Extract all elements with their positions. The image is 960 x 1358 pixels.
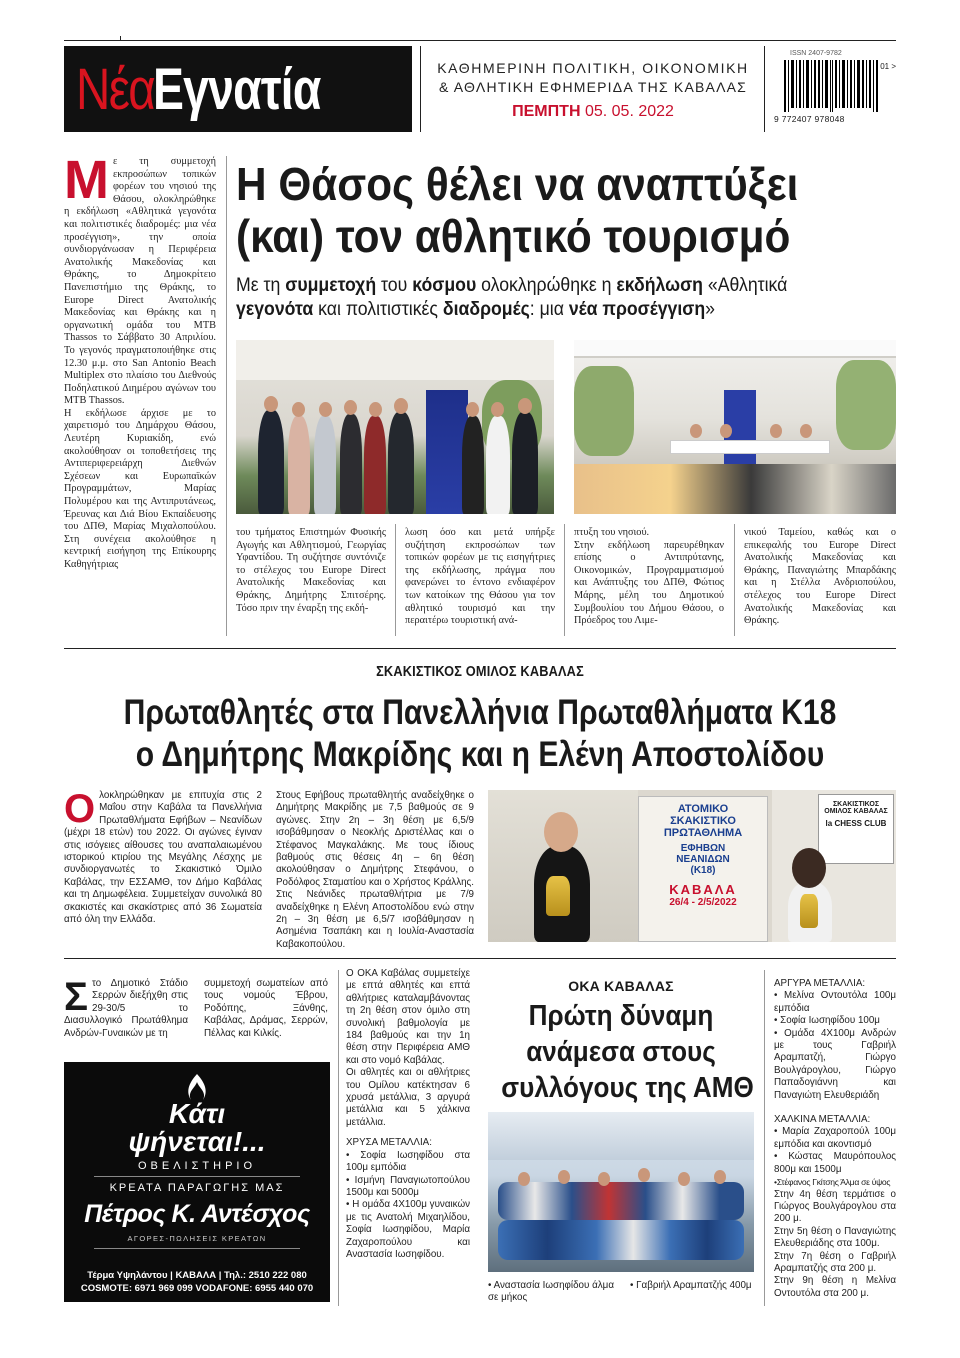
oka-kicker: ΟΚΑ ΚΑΒΑΛΑΣ — [568, 978, 674, 994]
lead-col-3: λωση όσο και μετά υπήρξε συζήτηση εκπροσώπων των τοπικών φορέων με τις εισηγήτριες της εκδήλωσης, πράγμα που φανερώνει το έντονο ενδιαφέρον των κατοίκων της Θάσου για τον αθλητικό τουρισμό και την περαιτέρω τουριστική ανά- — [405, 527, 555, 627]
logo-nea: Νέα — [76, 56, 155, 122]
sub-bold: νέα προσέγγιση — [568, 299, 706, 320]
bronze-item: Στην 5η θέση ο Παναγιώτης Ελευθεριάδης στα 100μ. — [774, 1225, 896, 1250]
oka-col-right — [774, 978, 896, 1300]
person-head — [518, 398, 532, 414]
poster-line: ΠΡΩΤΑΘΛΗΜΑ — [663, 827, 743, 839]
gold-header: ΧΡΥΣΑ ΜΕΤΑΛΛΙΑ: — [346, 1137, 432, 1149]
tagline-line2: & ΑΘΛΗΤΙΚΗ ΕΦΗΜΕΡΙΔΑ ΤΗΣ ΚΑΒΑΛΑΣ — [438, 79, 748, 95]
serres-col-1 — [64, 975, 188, 1040]
lead-title-line2: (και) τον αθλητικό τουρισμό — [236, 210, 791, 262]
person-head — [690, 424, 702, 438]
person-head — [264, 396, 278, 412]
oka-col1-p2: Οι αθλητές και οι αθλήτριες του Ομίλου κατέκτησαν 6 χρυσά μετάλλια, 3 αργυρά μετάλλια και 5 χάλκινα μετάλλια. — [346, 1067, 470, 1128]
poster-line: ΣΚΑΚΙΣΤΙΚΟ — [670, 815, 736, 827]
sub-txt: : μια — [529, 299, 569, 320]
sub-bold: κόσμου — [412, 275, 477, 296]
lead-col-4 — [574, 527, 724, 628]
oka-team-photo — [488, 1112, 754, 1272]
person-head — [518, 1172, 530, 1186]
oka-caption-right: • Γαβριήλ Αραμπατζής 400μ — [630, 1280, 752, 1291]
ad-divider — [94, 1248, 300, 1249]
ad-line2: ψήνεται!... — [128, 1126, 266, 1157]
person-head — [319, 402, 332, 417]
chess-col1-text: λοκληρώθηκαν με επιτυχία στις 2 Μαΐου στην Καβάλα τα Πανελλήνια Πρωταθλήματα Εφήβων – Νεανίδων (μέχρι 18 ετών) του 2022. Οι αγώνες έγιναν στις ισόγειες αίθουσες του αναπαλαιωμένου ιστορικού κτιρίου της Μεγάλης Λέσχης με συνδιοργανωτές το Σκακιστικό Όμιλο Καβάλας, την ΕΣΣΑΜΘ, τον Δήμο Καβάλας και τη Δημωφέλεια. Συμμετείχαν συνολικά 80 σκακιστές και σκακίστριες από 36 Σωματεία από όλη την Ελλάδα. — [64, 790, 262, 926]
section-rule — [64, 648, 896, 649]
lead-col-2: του τμήματος Επιστημών Φυσικής Αγωγής και Αθλητισμού, Γεωργίας Υφαντίδου. Τη συζήτησε συντόνιζε το στέλεχος του Europe Direct Ανατολικής Μακεδονίας και Θράκης, Δημήτρης Σπιτσέρης. Τόσο πριν την έναρξη της εκδή- — [236, 527, 386, 614]
oka-headline — [488, 998, 754, 1106]
sub-bold: γεγονότα — [236, 299, 314, 320]
bronze-item: • Κώστας Μαυρόπουλος 800μ και 1500μ — [774, 1151, 896, 1175]
lead-col-divider — [226, 156, 227, 636]
poster — [638, 796, 768, 942]
col-divider — [764, 970, 765, 1306]
photo-tree — [574, 366, 634, 456]
silver-header: ΑΡΓΥΡΑ ΜΕΤΑΛΛΙΑ: — [774, 978, 866, 989]
person — [364, 416, 386, 514]
ad-contact2: COSMOTE: 6971 969 099 VODAFONE: 6955 440 070 — [80, 1283, 314, 1294]
person-head — [598, 1172, 610, 1186]
sub-txt: » — [705, 299, 716, 320]
person — [314, 416, 336, 514]
lead-col4-p1: πτυξη του νησιού. — [574, 527, 650, 538]
section-rule — [64, 958, 896, 959]
dateline-date: 05. 05. 2022 — [584, 103, 674, 120]
lead-subtitle-line1 — [236, 274, 850, 298]
boy-head — [544, 812, 578, 852]
person — [258, 410, 284, 514]
serres-col1-text: το Δημοτικό Στάδιο Σερρών διεξήχθη στις 29-30/5 το Διασυλλογικό Πρωτάθλημα Ανδρών-Γυναικών με τη — [64, 978, 188, 1039]
lead-subtitle — [236, 274, 850, 322]
person — [512, 412, 538, 514]
lead-photo-group — [236, 340, 554, 514]
barcode-number: 9 772407 978048 — [774, 114, 845, 124]
col-divider — [564, 524, 565, 636]
photo-ceiling — [236, 340, 554, 380]
person-head — [800, 424, 812, 438]
club-sign-text2: la CHESS CLUB — [825, 819, 887, 828]
photo-pergola — [574, 340, 896, 358]
poster-line: ΕΦΗΒΩΝ — [680, 843, 726, 854]
trophy — [800, 894, 818, 928]
person-head — [466, 402, 479, 417]
ad-line4: ΚΡΕΑΤΑ ΠΑΡΑΓΩΓΗΣ ΜΑΣ — [109, 1182, 285, 1194]
chess-headline — [64, 692, 896, 776]
sub-bold: διαδρομές — [442, 299, 530, 320]
ad-line3: ΟΒΕΛΙΣΤΗΡΙΟ — [137, 1160, 257, 1172]
person-head — [678, 1172, 690, 1186]
club-sign — [818, 794, 894, 864]
ad-line5: ΑΓΟΡΕΣ-ΠΩΛΗΣΕΙΣ ΚΡΕΑΤΩΝ — [127, 1234, 267, 1243]
girl-head — [792, 848, 826, 888]
team-front-row — [498, 1220, 744, 1260]
ad-divider — [94, 1176, 300, 1177]
gold-item: • Σοφία Ιωσηφίδου στα 100μ εμπόδια — [346, 1149, 470, 1174]
masthead-dateline — [428, 103, 758, 121]
ad-line1: Κάτι — [168, 1098, 226, 1129]
bronze-item: Στην 9η θέση η Μελίνα Οντουτόλα στα 200 μ. — [774, 1275, 896, 1299]
issn-label: ISSN 2407-9782 — [790, 50, 842, 57]
barcode — [770, 50, 898, 126]
person-head — [720, 424, 732, 438]
masthead-logo — [64, 46, 412, 132]
club-sign-text: ΣΚΑΚΙΣΤΙΚΟΣ ΟΜΙΛΟΣ ΚΑΒΑΛΑΣ — [824, 801, 888, 815]
top-tick — [120, 36, 121, 41]
advert — [64, 1062, 330, 1302]
person — [288, 416, 310, 514]
bronze-item: •Στέφανος Γκίτσης Άλμα σε ύψος — [774, 1177, 891, 1188]
lead-col4-p2: Στην εκδήλωση παρευρέθηκαν επίσης ο Αντιπρύτανης, Οικονομικών, Προγραμματισμού και Ανάπτυξης του ΔΠΘ, Φώτιος Μάρης, μέλη του Δημοτικού Συμβουλίου του Δήμου Θάσου, ο Πρόεδρος του Λιμε- — [574, 539, 724, 627]
person — [340, 414, 362, 514]
col-divider — [395, 524, 396, 636]
sub-bold: εκδήλωση — [616, 275, 703, 296]
sub-txt: «Αθλητικά — [702, 275, 788, 296]
masthead-tagline — [428, 60, 758, 121]
oka-col1-p1: Ο ΟΚΑ Καβάλας συμμετείχε με επτά αθλητές και επτά αθλήτριες καταλαμβάνοντας τη 2η θέση στον όμιλο στη συνολική βαθμολογία με 184 βαθμούς και την 1η θέση στην Περιφέρεια ΑΜΘ και στο νομό Καβάλας. — [346, 968, 470, 1066]
oka-title-line1: Πρώτη δύναμη — [528, 1000, 714, 1032]
person-head — [394, 398, 408, 414]
lead-col1-p2: Η εκδήλωσε άρχισε με το χαιρετισμό του Δημάρχου Θάσου, Λευτέρη Κυριακίδη, ενώ ακολούθησαν οι τοποθετήσεις της Αντιπεριφερειάρχη Διεθνών Σχέσεων και Ευρωπαϊκών Προγραμμάτων, Μαρίας Πολυμέρου και της Αντιπρυτάνεως, Έρευνας και Διά Βίου Εκπαίδευσης του ΔΠΘ, Μαρίας Μιχαλοπούλου. Στη συνέχεια ακολούθησε η κεντρική εισήγηση της Επίκουρης Καθηγήτριας — [64, 407, 216, 570]
poster-line: 26/4 - 2/5/2022 — [669, 897, 737, 908]
oka-title-line3: συλλόγους της ΑΜΘ — [501, 1072, 754, 1104]
col-divider — [338, 970, 339, 1306]
chess-title-line2: ο Δημήτρης Μακρίδης και η Ελένη Αποστολίδου — [135, 735, 825, 774]
bronze-item: • Μαρία Ζαχαροπούλ 100μ εμπόδια και ακοντισμό — [774, 1126, 896, 1150]
trophy — [546, 876, 570, 916]
person-head — [292, 402, 305, 417]
lead-subtitle-line2 — [236, 298, 850, 322]
silver-item: • Ομάδα 4Χ100μ Ανδρών με τους Γαβριήλ Αραμπατζή, Γιώργο Βουλγάρογλου, Γιώργο Παπαδογιάννη και Παναγιώτη Ελευθεριάδη — [774, 1027, 896, 1101]
lead-title-line1: Η Θάσος θέλει να αναπτύξει — [236, 158, 799, 210]
person-head — [714, 1170, 726, 1184]
chess-photo — [488, 790, 896, 942]
sub-bold: συμμετοχή — [285, 275, 377, 296]
tagline-line1: ΚΑΘΗΜΕΡΙΝΗ ΠΟΛΙΤΙΚΗ, ΟΙΚΟΝΟΜΙΚΗ — [437, 60, 749, 76]
bronze-header: ΧΑΛΚΙΝΑ ΜΕΤΑΛΛΙΑ: — [774, 1114, 871, 1126]
barcode-divider — [764, 46, 765, 132]
sub-txt: και πολιτιστικές — [313, 299, 443, 320]
issue-label: 01 > — [880, 62, 896, 71]
person — [388, 412, 414, 514]
bronze-item: Στην 7η θέση ο Γαβριήλ Αραμπατζής στα 200 μ. — [774, 1250, 896, 1274]
masthead-divider — [420, 46, 421, 132]
audience — [574, 464, 896, 514]
bronze-item: Στην 4η θέση τερμάτισε ο Γιώργος Βουλγάρογλου στα 200 μ. — [774, 1188, 896, 1225]
lead-col-1 — [64, 150, 216, 572]
poster-line: ΝΕΑΝΙΔΩΝ — [676, 854, 730, 865]
chess-col-1 — [64, 787, 262, 926]
photo-tree — [836, 360, 896, 450]
poster-line: ΑΤΟΜΙΚΟ — [677, 803, 729, 815]
person-head — [638, 1168, 650, 1182]
silver-item: • Σοφία Ιωσηφίδου 100μ — [774, 1015, 880, 1027]
gold-item: • Ισμήνη Παναγιωτοπούλου 1500μ και 5000μ — [346, 1174, 470, 1198]
team-back-row — [498, 1182, 744, 1220]
person — [486, 416, 510, 514]
logo-egnatia: Εγνατία — [153, 56, 321, 122]
lead-dropcap: Μ — [64, 150, 109, 210]
serres-dropcap: Σ — [64, 975, 89, 1019]
sub-txt: του — [376, 275, 413, 296]
oka-title-line2: ανάμεσα στους — [526, 1036, 716, 1068]
sub-txt: ολοκληρώθηκε η — [476, 275, 617, 296]
panel-table — [670, 440, 830, 454]
col-divider — [734, 524, 735, 636]
barcode-bars — [784, 60, 880, 112]
chess-col-2: Στους Εφήβους πρωταθλητής αναδείχθηκε ο Δημήτρης Μακρίδης με 7,5 βαθμούς σε 9 αγώνες. Στην 2η – 3η θέση με 6,5/9 ισοβάθμησαν ο Νεοκλής Δριστέλλας και ο Στέφανος Μαγκαλάκης. Με τους ίδιους βαθμούς στις θέσεις 4η – 6η θέση ακολούθησαν ο Δημήτρης Στεφάνου, ο Ροδόλφος Σταματίου και ο Χρήστος Κράλλης. Στις Νεάνιδες πρωταθλήτρια με 7/9 αναδείχθηκε η Ελένη Αποστολίδου ενώ στην 2η – 3η θέση με 6,5/7 ισοβάθμησαν η Ασημένια Τσαπάκη και η Ιουλία-Αναστασία Καβακοπούλου. — [276, 790, 474, 950]
lead-col1-p1: ε τη συμμετοχή εκπροσώπων τοπικών φορέων του νησιού της Θάσου, ολοκληρώθηκε η εκδήλωση «Αθλητικά γεγονότα και πολιτιστικές διαδρομές: μια νέα προσέγγιση», την οποία συνδιοργάνωσαν η Περιφέρεια Ανατολικής Μακεδονίας και Θράκης, το Δημοκρίτειο Πανεπιστήμιο της Θράκης, το Europe Direct Ανατολικής Μακεδονίας και Θράκης και η οργανωτική ομάδα του MTB Thassos το Σάββατο 30 Απριλίου. Το γεγονός πραγματοποιήθηκε στις 12.30 μ.μ. στο San Antonio Beach Multiplex στο πλαίσιο του Διεθνούς Ποδηλατικού Διημέρου αγώνων του MTB Thassos. — [64, 156, 216, 407]
ad-name: Πέτρος Κ. Αντέσχος — [84, 1200, 310, 1228]
lead-col-5: νικού Ταμείου, καθώς και ο επικεφαλής του Europe Direct Ανατολικής Μακεδονίας και Θράκης, Παναγιώτης Μπαρδάκης και η Στέλλα Ανδριοπούλου, στέλεχος του Europe Direct Ανατολικής Μακεδονίας και Θράκης. — [744, 527, 896, 627]
chess-kicker: ΣΚΑΚΙΣΤΙΚΟΣ ΟΜΙΛΟΣ ΚΑΒΑΛΑΣ — [376, 664, 584, 680]
poster-line: (Κ18) — [690, 865, 716, 876]
dateline-day: ΠΕΜΠΤΗ — [512, 103, 581, 120]
person-head — [558, 1170, 570, 1184]
top-rule — [64, 40, 896, 41]
serres-col-2: συμμετοχή σωματείων από τους νομούς Έβρου, Ροδόπης, Ξάνθης, Καβάλας, Δράμας, Σερρών, Πέλλας και Κιλκίς. — [204, 978, 328, 1039]
silver-item: • Μελίνα Οντουτόλα 100μ εμπόδια — [774, 990, 896, 1014]
poster-line: ΚΑΒΑΛΑ — [669, 882, 737, 897]
oka-caption-left: • Αναστασία Ιωσηφίδου άλμα σε μήκος — [488, 1280, 614, 1304]
ad-contact1: Τέρμα Υψηλάντου | ΚΑΒΑΛΑ | Τηλ.: 2510 222 080 — [87, 1270, 307, 1281]
person-head — [770, 424, 782, 438]
lead-headline — [236, 158, 896, 262]
chess-dropcap: Ο — [64, 787, 96, 831]
person-head — [491, 402, 504, 417]
sub-txt: Με τη — [236, 275, 286, 296]
person-head — [369, 402, 382, 417]
oka-col-1 — [346, 968, 470, 1261]
photo-sky — [488, 1112, 754, 1160]
gold-item: • Η ομάδα 4Χ100μ γυναικών με τις Ανατολή Μιχαηλίδου, Σοφία Ιωσηφίδου, Μαρία Ζαχαροπούλου και Αναστασία Ιωσηφίδου. — [346, 1199, 470, 1260]
person-head — [344, 400, 357, 415]
chess-title-line1: Πρωταθλητές στα Πανελλήνια Πρωταθλήματα Κ18 — [123, 693, 837, 732]
lead-photo-panel — [574, 340, 896, 514]
person — [462, 416, 484, 514]
